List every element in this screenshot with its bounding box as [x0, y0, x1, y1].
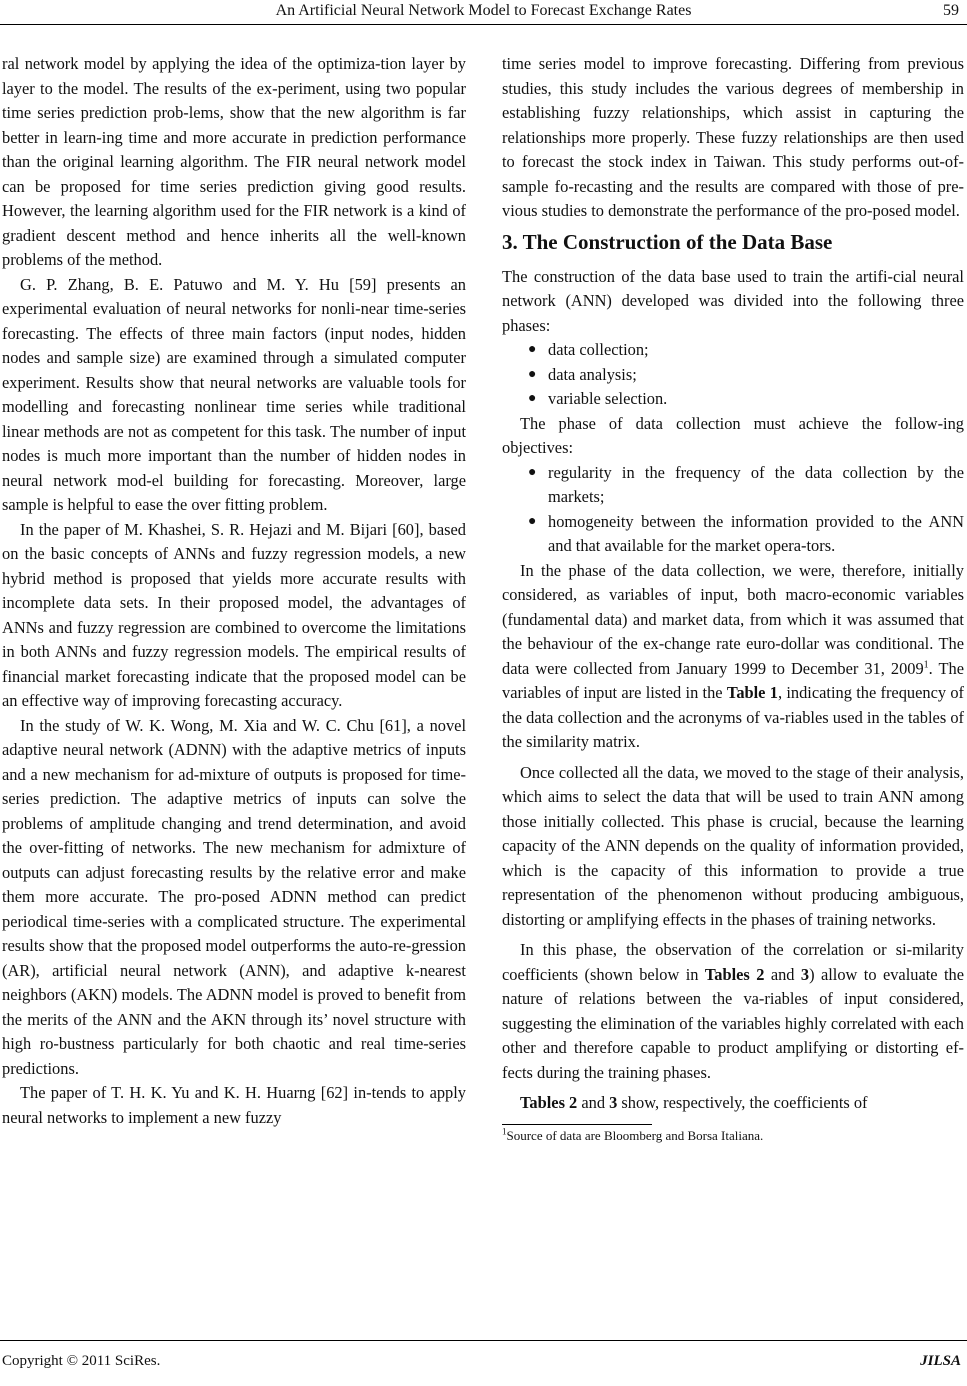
footnote-rule — [502, 1124, 652, 1125]
page-header — [0, 0, 967, 30]
bullet-icon: ● — [528, 342, 537, 357]
phases-list — [502, 338, 964, 412]
list-item: ● regularity in the frequency of the data collection by the markets; — [528, 462, 964, 506]
paragraph: Once collected all the data, we moved to the stage of their analysis, which aims to select the data that will be used to train ANN among those initially collected. This phase is crucial, because the learning capacity of the ANN depends on the quality of information provided, which is the capacity of this information to provide a true representation of the phenomenon without producing ambiguous, distorting or amplifying effects in the phases of training networks. — [502, 762, 964, 929]
paragraph: Tables 2 and 3 show, respectively, the coefficients of — [520, 1093, 868, 1112]
footnote: $^1$Source of data are Bloomberg and Borsa Italiana. — [502, 1126, 764, 1143]
bullet-icon: ● — [528, 464, 537, 480]
table-reference: Tables 2 — [520, 1093, 578, 1112]
paragraph: In this phase, the observation of the correlation or si-milarity coefficients (shown below in Tables 2 and 3) allow to evaluate the nature of relations between the va-riables of input considered, suggesting the elimination of the variables highly correlated with each other and therefore capable to product amplifying or distorting ef-fects during the training phases. — [502, 940, 964, 1082]
journal-name: JILSA — [920, 1353, 961, 1369]
page-footer — [0, 1340, 967, 1386]
paragraph: The paper of T. H. K. Yu and K. H. Huarng [62] in-tends to apply neural networks to implement a new fuzzy — [2, 1083, 466, 1127]
list-item: ● data collection; — [502, 338, 964, 363]
table-reference: 3 — [800, 964, 810, 984]
paragraph: ral network model by applying the idea of the optimiza-tion layer by layer to the model. The results of the ex-periment, using two popular time series prediction prob-lems, show that the new algorithm is far better in learn-ing time and more accurate in prediction performance than the original learning algorithm. The FIR neural network model can be proposed for time series prediction giving good results. However, the learning algorithm used for the FIR network is a kind of gradient descent method and hence inherits all the well-known problems of the method. — [2, 54, 466, 269]
paragraph: G. P. Zhang, B. E. Patuwo and M. Y. Hu [59] presents an experimental evaluation of neural networks for nonli-near time-series forecasting. The effects of three main factors (input nodes, hidden nodes and sample size) are examined through a simulated computer experiment. Results show that neural networks are valuable tools for modelling and forecasting nonlinear time series while traditional linear methods are not as competent for this task. The number of input nodes is much more important than the number of hidden nodes in neural network mod-el building for forecasting. Moreover, large sample is helpful to ease the over fitting problem. — [2, 274, 466, 514]
footnote-reference: 1 — [923, 659, 929, 671]
objectives-list — [502, 461, 964, 559]
paragraph: In the phase of the data collection, we were, therefore, initially considered, as variables of input, both macro-economic variables (fundamental data) and market data, from which it was assumed that the behaviour of the ex-change rate euro-dollar was conditional. The data were collected from January 1999 to December 31, 2009$^1$. The variables of input are listed in the Table 1, indicating the frequency of the data collection and the acronyms of va-riables used in the tables of the similarity matrix. — [502, 560, 964, 751]
section-heading: 3. The Construction of the Data Base — [502, 229, 833, 254]
paragraph: In the study of W. K. Wong, M. Xia and W. C. Chu [61], a novel adaptive neural network (ADNN) with the adaptive metrics of inputs and a new mechanism for ad-mixture of outputs is proposed for time-series prediction. The adaptive metrics of inputs can solve the problems of amplitude changing and trend determination, and avoid the over-fitting of networks. The new mechanism for admixture of outputs can adjust forecasting results by the relative error and make them more accurate. The pro-posed ADNN method can predict periodical time-series with a complicated structure. The experimental results show that the proposed model outperforms the auto-re-gression (AR), artificial neural network (ANN), and adaptive k-nearest neighbors (AKN) models. The ADNN model is proved to benefit from the merits of the ANN and the AKN through its’ novel structure with high ro-bustness particularly for both chaotic and real time-series predictions. — [2, 715, 466, 1078]
bullet-icon: ● — [528, 513, 537, 529]
left-column — [2, 52, 466, 1130]
bullet-icon: ● — [528, 391, 537, 406]
table-reference: Table 1 — [726, 683, 778, 702]
list-item: ● variable selection. — [502, 387, 964, 412]
paragraph: The construction of the data base used to train the artifi-cial neural network (ANN) developed was divided into the following three phases: — [502, 266, 964, 335]
header-rule — [0, 24, 967, 25]
table-reference: Tables 2 — [704, 964, 765, 984]
running-title: An Artificial Neural Network Model to Forecast Exchange Rates — [275, 2, 692, 19]
right-column — [502, 52, 964, 1145]
copyright: Copyright © 2011 SciRes. — [2, 1353, 161, 1369]
paragraph: In the paper of M. Khashei, S. R. Hejazi and M. Bijari [60], based on the basic concepts of ANNs and fuzzy regression models, a new hybrid method is proposed that yields more accurate results with incomplete data sets. In their proposed model, the advantages of ANNs and fuzzy regression are combined to overcome the limitations in both ANNs and fuzzy regression models. The empirical results of financial market forecasting indicate that the proposed model can be an effective way of improving forecasting accuracy. — [2, 519, 466, 710]
footer-rule — [0, 1340, 967, 1341]
table-reference: 3 — [609, 1093, 618, 1112]
list-item: ● data analysis; — [502, 363, 964, 388]
page-number: 59 — [943, 2, 959, 19]
list-item: ● homogeneity between the information provided to the ANN and that available for the market opera-tors. — [528, 511, 964, 555]
paragraph: time series model to improve forecasting. Differing from previous studies, this study includes the various degrees of membership in establishing fuzzy relationships, which assist in capturing the relationships more properly. These fuzzy relationships are then used to forecast the stock index in Taiwan. This study performs out-of-sample fo-recasting and the results are compared with those of pre-vious studies to demonstrate the performance of the pro-posed model. — [502, 54, 964, 220]
paragraph: The phase of data collection must achieve the follow-ing objectives: — [502, 413, 964, 457]
bullet-icon: ● — [528, 366, 537, 382]
